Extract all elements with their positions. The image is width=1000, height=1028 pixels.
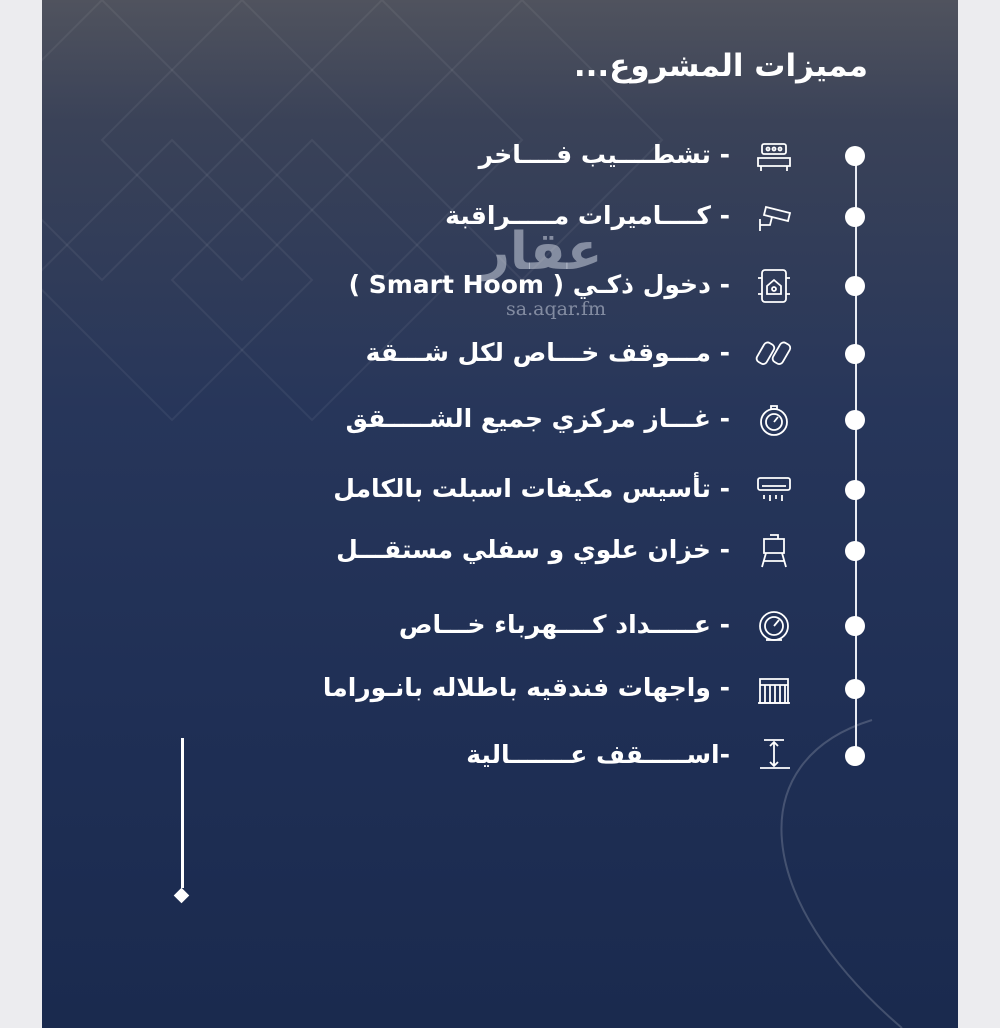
feature-item: [42, 667, 958, 711]
timeline-dot: [845, 146, 865, 166]
furniture-icon: [752, 136, 796, 176]
timeline-dot: [845, 410, 865, 430]
timeline-dot: [845, 616, 865, 636]
feature-label: - غـــاز مركزي جميع الشـــــقق: [345, 404, 730, 433]
feature-item: [42, 468, 958, 512]
feature-label: - مـــوقف خـــاص لكل شـــقة: [365, 338, 730, 367]
smart-home-icon: [752, 266, 796, 306]
security-camera-icon: [752, 197, 796, 237]
parking-icon: [752, 334, 796, 374]
air-conditioner-icon: [752, 470, 796, 510]
feature-label: - كــــاميرات مـــــراقبة: [445, 201, 730, 230]
page-title: مميزات المشروع...: [573, 48, 868, 84]
feature-poster: [42, 0, 958, 1028]
feature-label: - تأسيس مكيفات اسبلت بالكامل: [333, 474, 730, 503]
building-facade-icon: [752, 669, 796, 709]
watermark-brand: عقار: [480, 222, 603, 282]
feature-item: [42, 134, 958, 178]
watermark-domain: sa.aqar.fm: [506, 298, 607, 320]
ceiling-height-icon: [752, 736, 796, 776]
timeline-dot: [845, 344, 865, 364]
timeline-dot: [845, 679, 865, 699]
feature-item: [42, 264, 958, 308]
feature-label: - خزان علوي و سفلي مستقـــل: [336, 535, 730, 564]
water-tank-icon: [752, 531, 796, 571]
feature-label: -اســـــقف عـــــــالية: [466, 740, 730, 769]
feature-item: [42, 398, 958, 442]
feature-item: [42, 195, 958, 239]
timeline-dot: [845, 480, 865, 500]
feature-item: [42, 332, 958, 376]
electric-meter-icon: [752, 606, 796, 646]
feature-label: - واجهات فندقيه باطلاله بانـوراما: [322, 673, 730, 702]
timeline-dot: [845, 207, 865, 227]
feature-label: - عـــــداد كــــهرباء خـــاص: [398, 610, 730, 639]
feature-label: - تشطــــيب فــــاخر: [478, 140, 730, 169]
timeline-dot: [845, 276, 865, 296]
feature-item: [42, 734, 958, 778]
feature-item: [42, 604, 958, 648]
feature-label: - دخول ذكـي ( Smart Hoom ): [348, 270, 730, 299]
timeline-line: [855, 154, 857, 756]
feature-item: [42, 529, 958, 573]
gas-meter-icon: [752, 400, 796, 440]
timeline-dot: [845, 541, 865, 561]
decorative-vertical-line: [181, 738, 184, 888]
timeline-dot: [845, 746, 865, 766]
